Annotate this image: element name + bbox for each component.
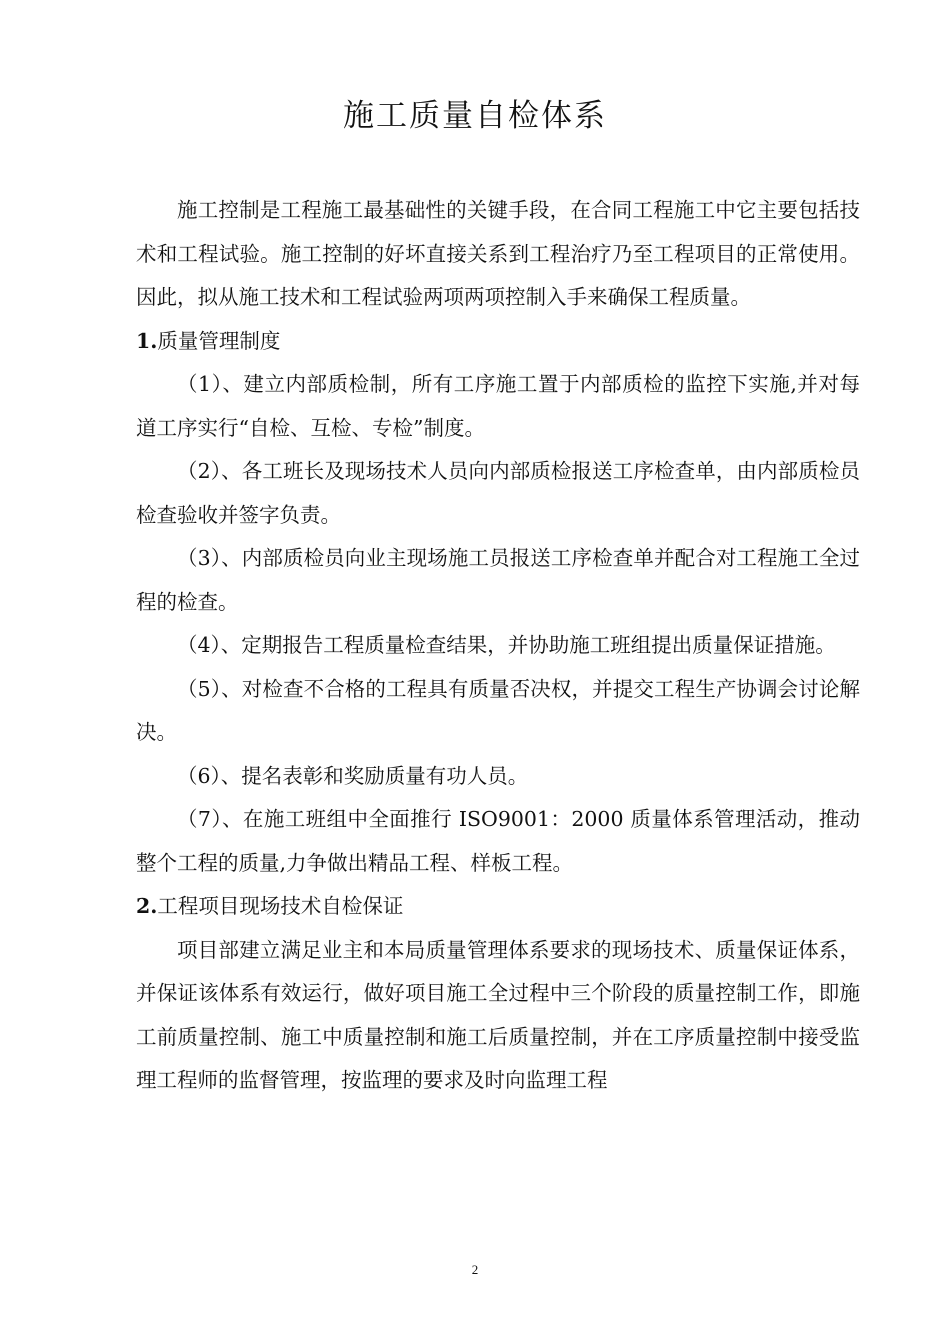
section-1-item: （3）、内部质检员向业主现场施工员报送工序检查单并配合对工程施工全过程的检查。 (136, 546, 860, 614)
section-2-heading (136, 885, 860, 929)
section-2-heading-text: 工程项目现场技术自检保证 (157, 894, 404, 918)
page-number: 2 (471, 1262, 479, 1277)
section-1-item: （2）、各工班长及现场技术人员向内部质检报送工序检查单，由内部质检员检查验收并签字负责。 (136, 459, 860, 527)
page-title: 施工质量自检体系 (343, 98, 607, 134)
section-1-heading (136, 320, 860, 364)
intro-paragraph: 施工控制是工程施工最基础性的关键手段，在合同工程施工中它主要包括技术和工程试验。施工控制的好坏直接关系到工程治疗乃至工程项目的正常使用。因此，拟从施工技术和工程试验两项两项控制入手来确保工程质量。 (136, 198, 860, 309)
section-2-paragraph: 项目部建立满足业主和本局质量管理体系要求的现场技术、质量保证体系，并保证该体系有效运行，做好项目施工全过程中三个阶段的质量控制工作，即施工前质量控制、施工中质量控制和施工后质量控制，并在工序质量控制中接受监理工程师的监督管理，按监理的要求及时向监理工程 (136, 937, 860, 1092)
section-1-item: （7）、在施工班组中全面推行 ISO9001：2000 质量体系管理活动，推动整个工程的质量,力争做出精品工程、样板工程。 (136, 807, 860, 875)
section-2-number: 2. (136, 894, 158, 918)
section-1-item: （4）、定期报告工程质量检查结果，并协助施工班组提出质量保证措施。 (177, 633, 836, 657)
section-1-item: （1）、建立内部质检制，所有工序施工置于内部质检的监控下实施,并对每道工序实行“自检、互检、专检”制度。 (136, 372, 860, 440)
section-1-item: （6）、提名表彰和奖励质量有功人员。 (177, 763, 529, 788)
section-1-number: 1. (136, 328, 158, 353)
section-1-heading-text: 质量管理制度 (157, 328, 281, 353)
section-1-item: （5）、对检查不合格的工程具有质量否决权，并提交工程生产协调会讨论解决。 (136, 676, 860, 744)
document-body (136, 189, 860, 1103)
